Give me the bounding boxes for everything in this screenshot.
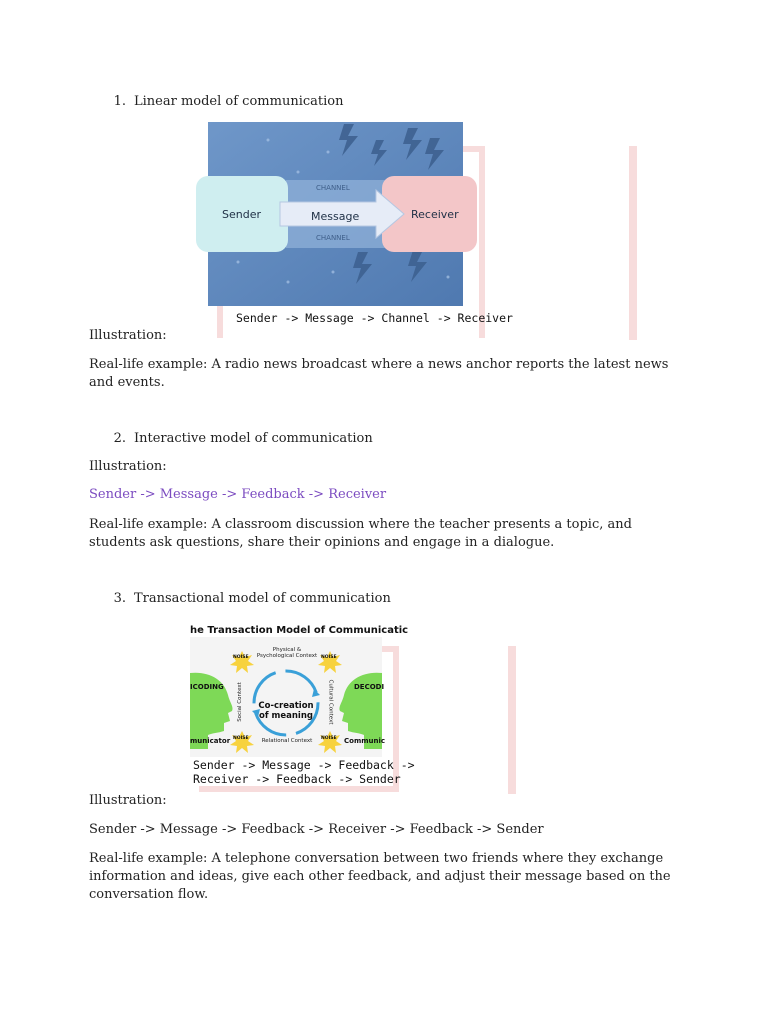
real-life-example: Real-life example: A radio news broadcast where a news anchor reports the latest news and events. xyxy=(89,357,669,390)
communicator-right-label: Communic xyxy=(344,737,386,745)
interactive-flow: Sender -> Message -> Feedback -> Receiver xyxy=(89,487,387,502)
social-context-label: Social Context xyxy=(236,682,243,722)
decorative-frame xyxy=(629,146,637,340)
section-3-heading xyxy=(106,591,391,606)
communicator-left-label: municator xyxy=(190,737,231,745)
section-title: Interactive model of communication xyxy=(134,431,373,446)
transactional-flow: Sender -> Message -> Feedback -> Receiver -> Feedback -> Sender xyxy=(89,822,544,837)
decorative-frame xyxy=(479,146,485,338)
decorative-frame xyxy=(217,306,223,338)
noise-label: NOISE xyxy=(233,736,249,741)
diagram-title: he Transaction Model of Communicatic xyxy=(190,625,409,636)
section-title: Transactional model of communication xyxy=(134,591,391,606)
section-2-heading xyxy=(106,431,373,446)
figure-caption-line-1: Sender -> Message -> Feedback -> xyxy=(193,758,415,772)
sender-label: Sender xyxy=(222,208,261,221)
transactional-model-diagram xyxy=(190,623,409,757)
co-creation-label: Co-creation of meaning xyxy=(258,701,314,721)
noise-label: NOISE xyxy=(233,655,249,660)
receiver-label: Receiver xyxy=(411,208,459,221)
message-label: Message xyxy=(311,210,360,223)
illustration-label: Illustration: xyxy=(89,328,167,343)
linear-model-diagram xyxy=(208,122,463,306)
section-number: 1. xyxy=(113,94,126,109)
decoding-label: DECODI xyxy=(354,683,385,691)
physical-context-label: Physical & Psychological Context xyxy=(256,647,318,659)
decorative-frame xyxy=(508,646,516,794)
decorative-frame xyxy=(199,786,399,792)
illustration-label: Illustration: xyxy=(89,793,167,808)
channel-label-bottom: CHANNEL xyxy=(316,234,350,242)
real-life-example: Real-life example: A classroom discussion where the teacher presents a topic, and students ask questions, share their opinions and engage in a dialogue. xyxy=(89,517,632,550)
channel-label-top: CHANNEL xyxy=(316,184,350,192)
real-life-example: Real-life example: A telephone conversation between two friends where they exchange information and ideas, give each other feedback, and adjust their message based on the conversation flow. xyxy=(89,851,671,902)
noise-label: NOISE xyxy=(321,655,337,660)
section-number: 2. xyxy=(113,431,126,446)
section-title: Linear model of communication xyxy=(134,94,344,109)
section-1-heading xyxy=(106,94,343,109)
relational-context-label: Relational Context xyxy=(261,738,313,744)
figure-caption: Sender -> Message -> Channel -> Receiver xyxy=(236,311,513,325)
section-number: 3. xyxy=(113,591,126,606)
encoding-label: ICODING xyxy=(190,683,224,691)
cultural-context-label: Cultural Context xyxy=(327,679,334,725)
noise-label: NOISE xyxy=(321,736,337,741)
figure-caption-line-2: Receiver -> Feedback -> Sender xyxy=(193,772,401,786)
illustration-label: Illustration: xyxy=(89,459,167,474)
